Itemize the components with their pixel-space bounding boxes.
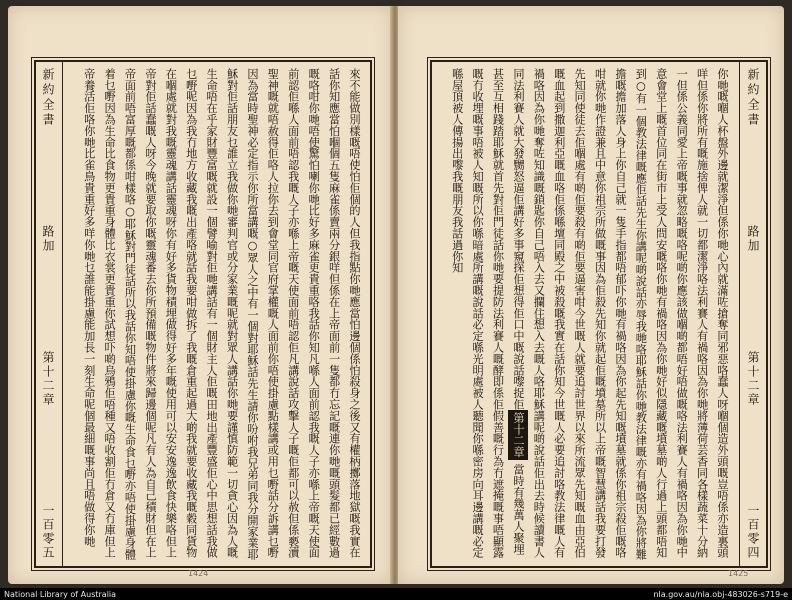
right-body-text: [438, 68, 732, 560]
right-page: [398, 6, 784, 584]
right-book-name: 路加: [746, 225, 760, 254]
right-margin-column: [739, 62, 767, 566]
left-body-text: 來不能做別樣嘅唔使怕佢個的人但我指點你哋應當怕邊個係怕殺身之後又有權柄擲落地獄嘅我實在話你知應當怕嗰個五隻麻雀係賣兩分銀咩但係在上帝面前一隻都冇忘記嘅連你哋嘅頭髮都已經數過嘅咯咁你哋唔使驚怕喇你哋比好多麻雀更貴重咯我話你知凡喺人面前認我嘅人子亦喺上帝嘅天使面前認佢喺人面前唔認我嘅人子亦喺上帝嘅天使面前唔認佢凡講說話攻擊人子嘅佢都可以赦但係褻瀆聖神嘅就唔赦得佢咯人拉你去到會堂同官府掌權嘅人面前你唔使掛慮點樣講或用乜嘢話分訴講乜嘢因為當時聖神必定指示你所當講嘅○眾人之中有一個對耶穌話先生請你吩咐我兄弟同我分開家業耶穌對佢話朋友乜誰立我做你哋審判官或分家業嘅呢就對眾人講話你哋要謹慎防範一切貪心因為人嘅生命唔在乎家財豐富嘅就設一個譬喻對佢哋講話有一個財主人佢嘅田地出產豐盛佢心中思想話我做乜嘢呢因為我冇地方收藏我嘅出產咯就話我要咁做拆了我嘅倉重起過大啲我就要收藏我嘅穀同貨物在嗰處就對我嘅靈魂講話靈魂呀你有好多貨物積埋做得好多年嘅使用可以安安逸逸飲食快樂咯但上帝對佢話蠢嘅人呀今晚就要取你嘅靈魂番去你所預備嘅物件將來歸邊個呢凡有人為自己積財但在上帝面前唔富厚嘅都係咁樣咯○耶穌對門徒話所以我話你知唔使掛慮你嘅生命食乜嘢亦唔使掛慮身體着乜嘢因為生命比食物更貴重身體比衣裳更貴重你試想吓啲烏鴉佢唔種又唔收割佢冇倉又冇庫但上帝養活佢咯你哋比雀鳥貴重好多咩你哋乜誰能掛慮能加長一刻生命呢個最細嘅事尚且唔做得你哋: [82, 68, 361, 560]
left-page: [8, 6, 392, 584]
left-page-stamp: 1424: [188, 569, 209, 578]
left-book-name: 路加: [41, 225, 55, 254]
archive-footer: [0, 588, 792, 600]
right-book-title: 新約全書: [746, 68, 760, 128]
right-page-frame: [430, 60, 768, 568]
right-page-stamp: 1425: [728, 569, 749, 578]
left-book-title: 新約全書: [41, 68, 55, 128]
left-page-number: 一百零五: [41, 503, 55, 560]
footer-institution: National Library of Australia: [4, 589, 117, 599]
right-chapter-label: 第十二章: [746, 350, 760, 407]
chapter-heading-marker: 第十二章: [508, 410, 528, 460]
right-body-text-part-2: 當時有幾萬人聚埋甚至互相踐踏耶穌就首先對佢門徒話你哋要提防法利賽人嘅酵即係佢假善嘅行為冇遮掩嘅事唔顯露嘅冇收埋嘅事唔被人知嘅所以你喺暗處所講嘅說話必定喺光明處被人聽聞你喺密房向耳邊講嘅必定喺屋頂被人傳揚出嚟我嘅朋友我話過你知: [450, 68, 525, 559]
footer-identifier: nla.gov.au/nla.obj-483026-s719-e: [653, 589, 788, 599]
left-margin-column: [35, 62, 63, 566]
right-page-number: 一百零四: [746, 503, 760, 560]
right-body-text-part-1: 你哋嘅嗰人杯盤外邊就潔淨但係你哋心內就滿咗搶奪同邪惡咯蠢人呀嗰個造外頭嘅豈唔係亦造裏頭咩但係你將所有嘅施捨俾人就一切都潔淨咯法利賽人有禍咯因為你哋將薄荷芸香同各樣蔬菜十分納一但係公義同愛上帝嘅事就忽略嘅咯呢啲你應該做嗰啲都唔好唔做嘅咯法利賽人有禍咯因為你哋中意會堂上嘅首位同在街市上受人問安嘅咯你哋有禍咯因為你哋好似隱藏嘅墳墓啲人行過上頭都唔知到○有一個教法律嘅應佢話先生你講呢啲說話亦辱我哋咯耶穌話你哋教法律嘅亦有禍咯因為你將難擔嘅擔加落人身上你自己就一隻手指都唔郁吓你哋有禍咯因為你起先知嘅墳墓就係你祖宗殺佢嘅咯咁就你哋作證兼且中意你祖宗所做嘅事因為佢殺先知你就起佢嘅墳墓所以上帝嘅智慧講話我要打發先知同使徒去佢嗰處有啲佢要殺有啲佢要逼害咁今世嘅人就要追討世界以來所流眾先知嘅血由亞伯嘅血起到撒迦利亞嘅血咯佢係喺壇同殿之中被殺嘅我實在話你知今世嘅人必要追討咯教法律嘅人有禍咯因為你哋奪咗知識嘅鎖匙你自己唔入去又攔住想入去嘅人咯耶穌講呢啲說話佢出去時候讀書人同法利賽人就大發嬲怒逼佢講好多事窺探佢想得佢口中嘅說話嚟捉佢: [511, 68, 729, 560]
left-chapter-label: 第十二章: [41, 350, 55, 407]
left-page-frame: [34, 60, 372, 568]
